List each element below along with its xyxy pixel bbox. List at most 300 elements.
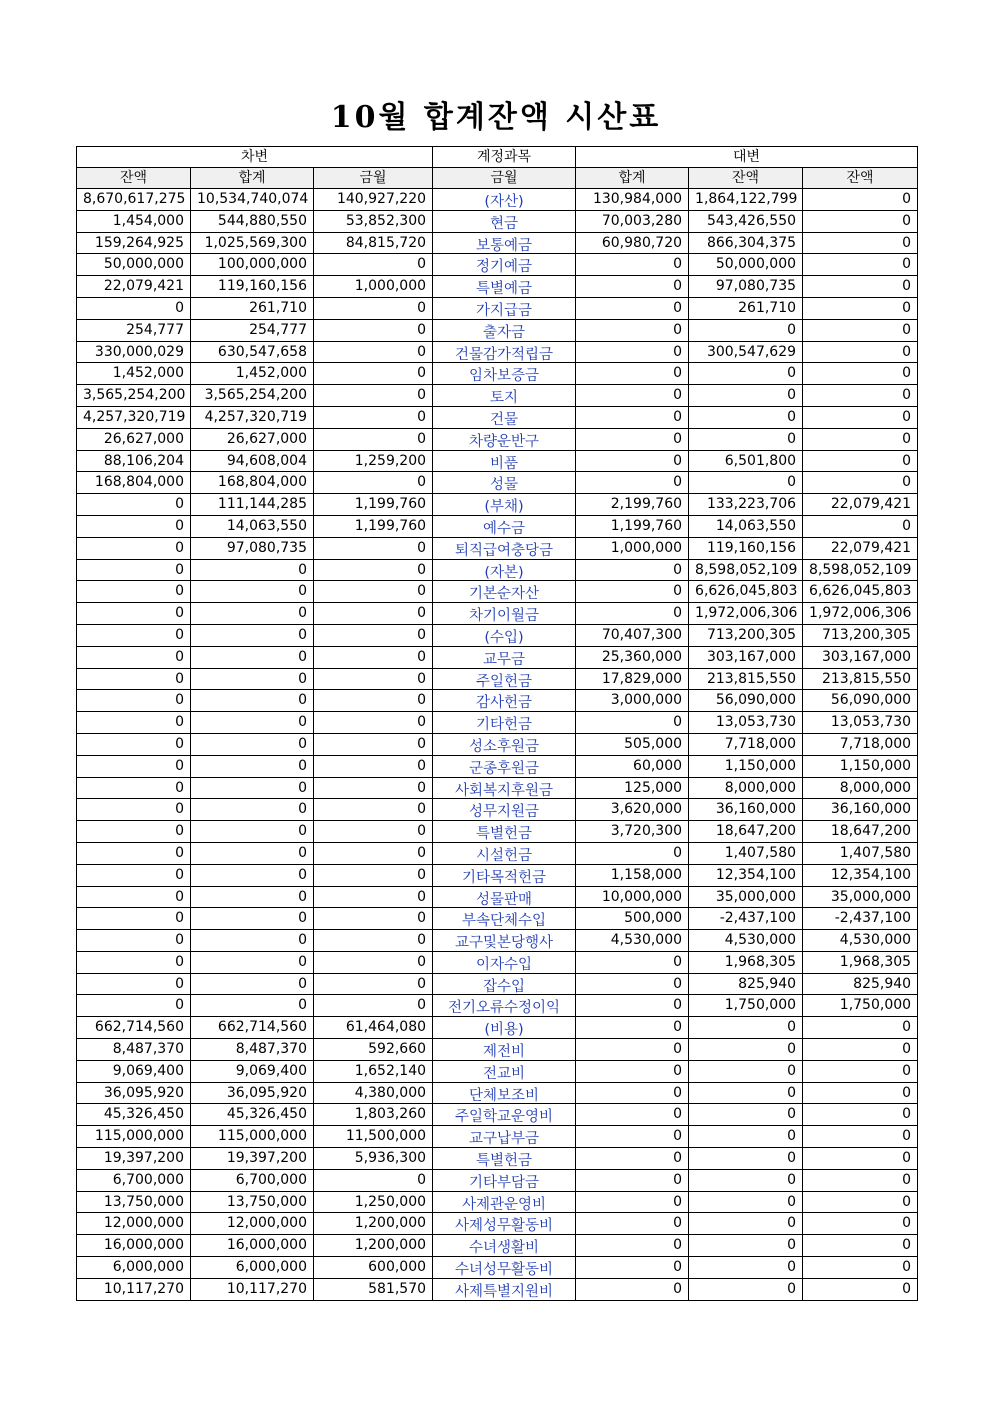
credit-balance-2-cell: 0 <box>803 1060 918 1082</box>
account-name-cell <box>433 864 576 886</box>
table-row <box>77 428 918 450</box>
debit-month-cell: 0 <box>314 254 433 276</box>
table-row <box>77 472 918 494</box>
table-row <box>77 494 918 516</box>
account-name-cell <box>433 755 576 777</box>
credit-balance-cell: 825,940 <box>689 973 803 995</box>
debit-balance-cell: 0 <box>77 886 191 908</box>
debit-balance-cell: 0 <box>77 603 191 625</box>
debit-month-cell: 1,000,000 <box>314 276 433 298</box>
debit-total-cell: 0 <box>191 821 314 843</box>
col-debit-month: 금월 <box>314 168 433 189</box>
debit-total-cell: 0 <box>191 755 314 777</box>
credit-total-cell: 0 <box>576 995 689 1017</box>
account-label: (비용) <box>484 1022 524 1039</box>
credit-balance-cell: 0 <box>689 1257 803 1279</box>
table-row <box>77 821 918 843</box>
account-name-cell <box>433 690 576 712</box>
credit-balance-2-cell: 0 <box>803 210 918 232</box>
credit-balance-cell: 18,647,200 <box>689 821 803 843</box>
debit-month-cell: 600,000 <box>314 1257 433 1279</box>
debit-total-cell: 0 <box>191 799 314 821</box>
debit-total-cell: 0 <box>191 995 314 1017</box>
page-title: 10월 합계잔액 시산표 <box>330 100 662 135</box>
table-row <box>77 951 918 973</box>
table-row <box>77 559 918 581</box>
account-label: 비품 <box>490 455 519 472</box>
debit-month-cell: 0 <box>314 428 433 450</box>
account-label: 토지 <box>490 390 519 407</box>
credit-balance-2-cell: 0 <box>803 297 918 319</box>
col-debit-total: 합계 <box>191 168 314 189</box>
credit-balance-2-cell: 0 <box>803 1017 918 1039</box>
debit-month-cell: 0 <box>314 537 433 559</box>
credit-balance-cell: 1,750,000 <box>689 995 803 1017</box>
account-label: 기본순자산 <box>469 586 540 603</box>
account-name-cell <box>433 821 576 843</box>
account-name-cell <box>433 995 576 1017</box>
table-row <box>77 777 918 799</box>
debit-balance-cell: 0 <box>77 799 191 821</box>
header-row-columns <box>77 168 918 189</box>
table-row <box>77 1213 918 1235</box>
credit-balance-cell: 713,200,305 <box>689 624 803 646</box>
table-row <box>77 363 918 385</box>
debit-total-cell: 168,804,000 <box>191 472 314 494</box>
credit-total-cell: 0 <box>576 428 689 450</box>
credit-balance-cell: 14,063,550 <box>689 515 803 537</box>
credit-balance-2-cell: 1,150,000 <box>803 755 918 777</box>
credit-balance-cell: 0 <box>689 406 803 428</box>
account-label: 특별헌금 <box>476 826 533 843</box>
credit-total-cell: 0 <box>576 559 689 581</box>
debit-balance-cell: 0 <box>77 624 191 646</box>
credit-balance-2-cell: 0 <box>803 1213 918 1235</box>
credit-total-cell: 125,000 <box>576 777 689 799</box>
debit-balance-cell: 0 <box>77 755 191 777</box>
debit-balance-cell: 88,106,204 <box>77 450 191 472</box>
table-row <box>77 908 918 930</box>
table-row <box>77 864 918 886</box>
debit-month-cell: 0 <box>314 624 433 646</box>
debit-balance-cell: 19,397,200 <box>77 1148 191 1170</box>
table-row <box>77 668 918 690</box>
debit-balance-cell: 0 <box>77 951 191 973</box>
account-name-cell <box>433 1148 576 1170</box>
account-label: 건물감가적립금 <box>455 346 554 363</box>
table-row <box>77 886 918 908</box>
table-row <box>77 319 918 341</box>
debit-total-cell: 0 <box>191 624 314 646</box>
account-name-cell <box>433 799 576 821</box>
account-label: 예수금 <box>483 520 526 537</box>
debit-total-cell: 0 <box>191 930 314 952</box>
debit-total-cell: 94,608,004 <box>191 450 314 472</box>
table-row <box>77 690 918 712</box>
debit-balance-cell: 0 <box>77 515 191 537</box>
debit-month-cell: 0 <box>314 363 433 385</box>
debit-total-cell: 0 <box>191 559 314 581</box>
debit-month-cell: 1,652,140 <box>314 1060 433 1082</box>
account-label: 전교비 <box>483 1065 526 1082</box>
table-row <box>77 341 918 363</box>
credit-total-cell: 0 <box>576 1126 689 1148</box>
credit-total-cell: 0 <box>576 1082 689 1104</box>
table-row <box>77 1039 918 1061</box>
account-name-cell <box>433 406 576 428</box>
credit-balance-2-cell: 0 <box>803 1082 918 1104</box>
debit-balance-cell: 0 <box>77 930 191 952</box>
table-row <box>77 297 918 319</box>
debit-total-cell: 3,565,254,200 <box>191 385 314 407</box>
credit-total-cell: 0 <box>576 603 689 625</box>
account-label: 특별헌금 <box>476 1153 533 1170</box>
credit-total-cell: 0 <box>576 276 689 298</box>
account-label: (수입) <box>484 629 524 646</box>
account-label: 기타부담금 <box>469 1174 540 1191</box>
account-name-cell <box>433 1235 576 1257</box>
credit-balance-2-cell: 8,000,000 <box>803 777 918 799</box>
credit-total-cell: 1,199,760 <box>576 515 689 537</box>
debit-month-cell: 0 <box>314 995 433 1017</box>
credit-balance-cell: 543,426,550 <box>689 210 803 232</box>
credit-balance-2-cell: 4,530,000 <box>803 930 918 952</box>
credit-balance-cell: 300,547,629 <box>689 341 803 363</box>
account-label: 사회복지후원금 <box>455 782 554 799</box>
credit-balance-2-cell: 303,167,000 <box>803 646 918 668</box>
credit-balance-cell: 0 <box>689 1060 803 1082</box>
credit-balance-cell: 6,501,800 <box>689 450 803 472</box>
debit-total-cell: 0 <box>191 690 314 712</box>
credit-balance-cell: 0 <box>689 1278 803 1300</box>
debit-balance-cell: 12,000,000 <box>77 1213 191 1235</box>
credit-total-cell: 130,984,000 <box>576 189 689 211</box>
credit-balance-2-cell: 13,053,730 <box>803 712 918 734</box>
account-label: 교구납부금 <box>469 1131 540 1148</box>
credit-balance-cell: 261,710 <box>689 297 803 319</box>
debit-balance-cell: 0 <box>77 777 191 799</box>
credit-balance-cell: 8,000,000 <box>689 777 803 799</box>
table-row <box>77 646 918 668</box>
account-name-cell <box>433 428 576 450</box>
credit-total-cell: 25,360,000 <box>576 646 689 668</box>
account-label: 기타헌금 <box>476 717 533 734</box>
debit-month-cell: 0 <box>314 777 433 799</box>
credit-balance-2-cell: 36,160,000 <box>803 799 918 821</box>
debit-total-cell: 630,547,658 <box>191 341 314 363</box>
credit-total-cell: 0 <box>576 973 689 995</box>
credit-total-cell: 0 <box>576 385 689 407</box>
debit-month-cell: 1,250,000 <box>314 1191 433 1213</box>
debit-month-cell: 4,380,000 <box>314 1082 433 1104</box>
account-name-cell <box>433 624 576 646</box>
table-row <box>77 930 918 952</box>
credit-total-cell: 2,199,760 <box>576 494 689 516</box>
credit-total-cell: 1,000,000 <box>576 537 689 559</box>
debit-month-cell: 0 <box>314 319 433 341</box>
account-label: 성물 <box>490 477 519 494</box>
credit-balance-cell: 0 <box>689 1191 803 1213</box>
debit-month-cell: 61,464,080 <box>314 1017 433 1039</box>
credit-balance-2-cell: 7,718,000 <box>803 733 918 755</box>
account-label: 제전비 <box>483 1044 526 1061</box>
table-row <box>77 232 918 254</box>
debit-total-cell: 6,700,000 <box>191 1169 314 1191</box>
credit-balance-2-cell: 0 <box>803 254 918 276</box>
debit-month-cell: 5,936,300 <box>314 1148 433 1170</box>
debit-balance-cell: 16,000,000 <box>77 1235 191 1257</box>
credit-total-cell: 0 <box>576 1191 689 1213</box>
credit-balance-cell: 6,626,045,803 <box>689 581 803 603</box>
debit-balance-cell: 8,670,617,275 <box>77 189 191 211</box>
debit-balance-cell: 662,714,560 <box>77 1017 191 1039</box>
debit-month-cell: 0 <box>314 821 433 843</box>
credit-balance-cell: -2,437,100 <box>689 908 803 930</box>
debit-balance-cell: 50,000,000 <box>77 254 191 276</box>
account-label: (자본) <box>484 564 524 581</box>
debit-total-cell: 261,710 <box>191 297 314 319</box>
credit-balance-cell: 0 <box>689 1082 803 1104</box>
credit-balance-2-cell: -2,437,100 <box>803 908 918 930</box>
credit-balance-2-cell: 0 <box>803 1257 918 1279</box>
debit-total-cell: 0 <box>191 712 314 734</box>
account-name-cell <box>433 1257 576 1279</box>
credit-balance-cell: 0 <box>689 1235 803 1257</box>
debit-total-cell: 10,117,270 <box>191 1278 314 1300</box>
header-row-group <box>77 147 918 168</box>
debit-balance-cell: 0 <box>77 712 191 734</box>
debit-total-cell: 36,095,920 <box>191 1082 314 1104</box>
account-name-cell <box>433 472 576 494</box>
debit-month-cell: 0 <box>314 799 433 821</box>
table-row <box>77 254 918 276</box>
credit-total-cell: 0 <box>576 1039 689 1061</box>
credit-balance-cell: 36,160,000 <box>689 799 803 821</box>
credit-balance-2-cell: 12,354,100 <box>803 864 918 886</box>
credit-total-cell: 70,407,300 <box>576 624 689 646</box>
credit-total-cell: 0 <box>576 363 689 385</box>
debit-total-cell: 19,397,200 <box>191 1148 314 1170</box>
credit-balance-2-cell: 1,968,305 <box>803 951 918 973</box>
account-label: 전기오류수정이익 <box>448 1000 561 1017</box>
credit-balance-cell: 0 <box>689 319 803 341</box>
credit-balance-cell: 7,718,000 <box>689 733 803 755</box>
credit-balance-2-cell: 825,940 <box>803 973 918 995</box>
credit-balance-2-cell: 0 <box>803 363 918 385</box>
credit-balance-2-cell: 0 <box>803 1169 918 1191</box>
account-name-cell <box>433 1039 576 1061</box>
debit-total-cell: 544,880,550 <box>191 210 314 232</box>
debit-balance-cell: 6,700,000 <box>77 1169 191 1191</box>
credit-balance-2-cell: 0 <box>803 341 918 363</box>
credit-total-cell: 0 <box>576 1104 689 1126</box>
credit-balance-2-cell: 0 <box>803 450 918 472</box>
table-row <box>77 276 918 298</box>
account-name-cell <box>433 232 576 254</box>
account-label: 잡수입 <box>483 978 526 995</box>
debit-balance-cell: 6,000,000 <box>77 1257 191 1279</box>
credit-header: 대변 <box>576 147 918 168</box>
credit-balance-cell: 13,053,730 <box>689 712 803 734</box>
credit-total-cell: 500,000 <box>576 908 689 930</box>
credit-total-cell: 3,620,000 <box>576 799 689 821</box>
table-row <box>77 712 918 734</box>
table-row <box>77 995 918 1017</box>
col-credit-total: 합계 <box>576 168 689 189</box>
debit-month-cell: 0 <box>314 406 433 428</box>
account-label: 정기예금 <box>476 259 533 276</box>
debit-balance-cell: 168,804,000 <box>77 472 191 494</box>
credit-balance-cell: 0 <box>689 1104 803 1126</box>
debit-balance-cell: 13,750,000 <box>77 1191 191 1213</box>
debit-total-cell: 111,144,285 <box>191 494 314 516</box>
credit-balance-cell: 0 <box>689 385 803 407</box>
credit-balance-2-cell: 0 <box>803 1039 918 1061</box>
debit-month-cell: 0 <box>314 864 433 886</box>
debit-balance-cell: 0 <box>77 821 191 843</box>
table-row <box>77 755 918 777</box>
credit-total-cell: 0 <box>576 319 689 341</box>
account-name-cell <box>433 450 576 472</box>
account-name-cell <box>433 603 576 625</box>
account-label: 감사헌금 <box>476 695 533 712</box>
account-name-cell <box>433 581 576 603</box>
account-label: 군종후원금 <box>469 760 540 777</box>
table-row <box>77 603 918 625</box>
credit-balance-2-cell: 0 <box>803 385 918 407</box>
account-label: 시설헌금 <box>476 847 533 864</box>
account-name-cell <box>433 1191 576 1213</box>
account-name-cell <box>433 973 576 995</box>
credit-balance-cell: 133,223,706 <box>689 494 803 516</box>
account-label: 교무금 <box>483 651 526 668</box>
debit-balance-cell: 4,257,320,719 <box>77 406 191 428</box>
account-name-cell <box>433 668 576 690</box>
account-label: 성무지원금 <box>469 804 540 821</box>
table-row <box>77 1278 918 1300</box>
debit-total-cell: 0 <box>191 668 314 690</box>
debit-month-cell: 0 <box>314 755 433 777</box>
debit-total-cell: 0 <box>191 864 314 886</box>
account-label: 차기이월금 <box>469 608 540 625</box>
debit-balance-cell: 45,326,450 <box>77 1104 191 1126</box>
account-label: 성물판매 <box>476 891 533 908</box>
debit-month-cell: 0 <box>314 951 433 973</box>
debit-balance-cell: 36,095,920 <box>77 1082 191 1104</box>
account-name-cell <box>433 276 576 298</box>
account-label: 주일헌금 <box>476 673 533 690</box>
debit-month-cell: 0 <box>314 668 433 690</box>
account-name-cell <box>433 1169 576 1191</box>
credit-balance-2-cell: 1,750,000 <box>803 995 918 1017</box>
debit-balance-cell: 0 <box>77 668 191 690</box>
debit-month-cell: 0 <box>314 733 433 755</box>
account-name-cell <box>433 1017 576 1039</box>
credit-balance-2-cell: 0 <box>803 1104 918 1126</box>
credit-total-cell: 1,158,000 <box>576 864 689 886</box>
debit-month-cell: 0 <box>314 1169 433 1191</box>
credit-total-cell: 505,000 <box>576 733 689 755</box>
table-row <box>77 1235 918 1257</box>
table-row <box>77 189 918 211</box>
credit-balance-2-cell: 35,000,000 <box>803 886 918 908</box>
debit-total-cell: 0 <box>191 733 314 755</box>
credit-balance-cell: 213,815,550 <box>689 668 803 690</box>
credit-balance-2-cell: 0 <box>803 472 918 494</box>
credit-balance-cell: 119,160,156 <box>689 537 803 559</box>
account-label: 퇴직급여충당금 <box>455 542 554 559</box>
table-row <box>77 515 918 537</box>
credit-total-cell: 0 <box>576 254 689 276</box>
credit-balance-cell: 1,150,000 <box>689 755 803 777</box>
account-name-cell <box>433 712 576 734</box>
table-row <box>77 973 918 995</box>
account-name-cell <box>433 886 576 908</box>
table-row <box>77 537 918 559</box>
credit-balance-2-cell: 0 <box>803 232 918 254</box>
account-name-cell <box>433 1060 576 1082</box>
account-label: 사제관운영비 <box>462 1196 547 1213</box>
credit-balance-cell: 0 <box>689 363 803 385</box>
account-label: 건물 <box>490 411 519 428</box>
debit-total-cell: 0 <box>191 646 314 668</box>
credit-balance-2-cell: 213,815,550 <box>803 668 918 690</box>
debit-total-cell: 10,534,740,074 <box>191 189 314 211</box>
credit-balance-cell: 0 <box>689 1169 803 1191</box>
account-name-cell <box>433 951 576 973</box>
account-label: 부속단체수입 <box>462 913 547 930</box>
col-credit-balance-2: 잔액 <box>803 168 918 189</box>
debit-total-cell: 254,777 <box>191 319 314 341</box>
credit-balance-cell: 4,530,000 <box>689 930 803 952</box>
debit-balance-cell: 330,000,029 <box>77 341 191 363</box>
debit-balance-cell: 254,777 <box>77 319 191 341</box>
credit-balance-cell: 0 <box>689 472 803 494</box>
credit-balance-2-cell: 6,626,045,803 <box>803 581 918 603</box>
table-row <box>77 1017 918 1039</box>
credit-total-cell: 0 <box>576 1257 689 1279</box>
col-account-month: 금월 <box>433 168 576 189</box>
account-name-cell <box>433 1213 576 1235</box>
trial-balance-table <box>76 146 918 1301</box>
col-credit-balance: 잔액 <box>689 168 803 189</box>
table-row <box>77 733 918 755</box>
debit-total-cell: 0 <box>191 603 314 625</box>
credit-total-cell: 0 <box>576 712 689 734</box>
credit-total-cell: 60,980,720 <box>576 232 689 254</box>
debit-balance-cell: 0 <box>77 908 191 930</box>
debit-total-cell: 0 <box>191 951 314 973</box>
account-label: 임차보증금 <box>469 368 540 385</box>
account-name-cell <box>433 646 576 668</box>
debit-balance-cell: 0 <box>77 494 191 516</box>
debit-month-cell: 0 <box>314 646 433 668</box>
credit-balance-cell: 50,000,000 <box>689 254 803 276</box>
credit-balance-2-cell: 0 <box>803 1126 918 1148</box>
debit-balance-cell: 0 <box>77 537 191 559</box>
account-name-cell <box>433 1104 576 1126</box>
credit-balance-cell: 0 <box>689 1039 803 1061</box>
debit-total-cell: 0 <box>191 777 314 799</box>
credit-total-cell: 0 <box>576 341 689 363</box>
table-row <box>77 385 918 407</box>
debit-month-cell: 0 <box>314 385 433 407</box>
account-label: 가지급금 <box>476 302 533 319</box>
debit-balance-cell: 1,454,000 <box>77 210 191 232</box>
debit-total-cell: 4,257,320,719 <box>191 406 314 428</box>
debit-month-cell: 1,259,200 <box>314 450 433 472</box>
debit-total-cell: 115,000,000 <box>191 1126 314 1148</box>
